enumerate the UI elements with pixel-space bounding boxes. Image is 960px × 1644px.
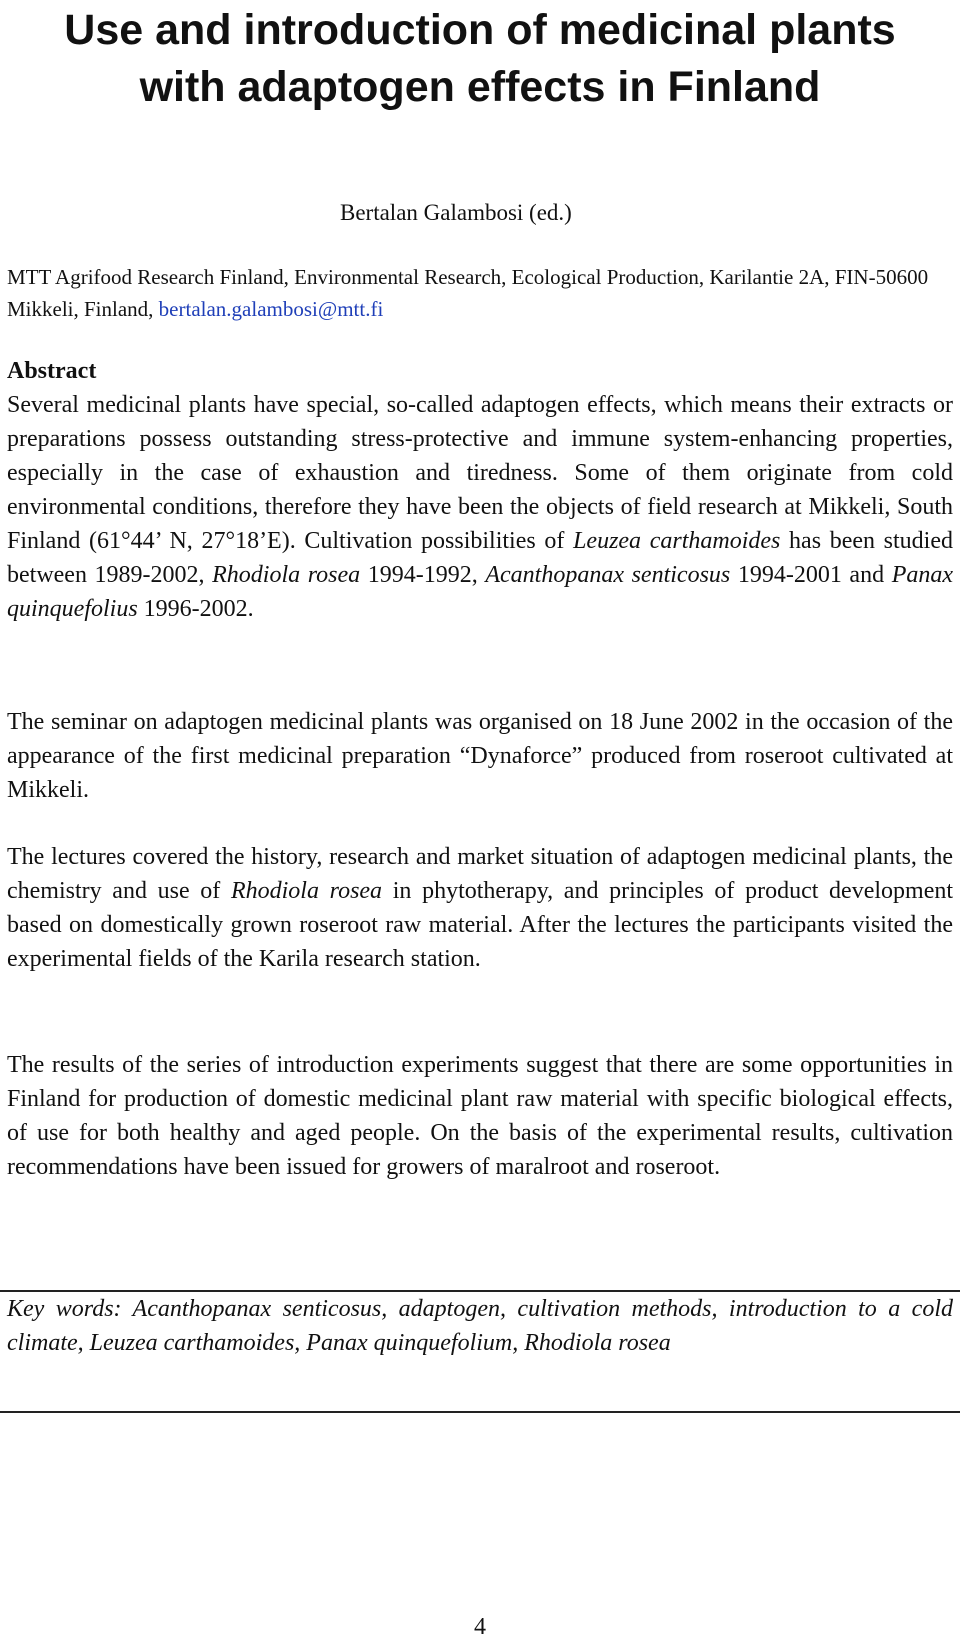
abstract-paragraph-1 — [7, 388, 953, 626]
p1-species-leuzea: Leuzea carthamoides — [573, 528, 781, 554]
p1-text-b: has been studied between 1989-2002, — [7, 528, 954, 588]
document-title: Use and introduction of medicinal plants with adaptogen effects in Finland — [64, 6, 896, 111]
affiliation — [7, 261, 947, 325]
abstract-paragraph-2: The seminar on adaptogen medicinal plants was organised on 18 June 2002 in the occasion of the appearance of the first medicinal preparation “Dynaforce” produced from roseroot cultivated at Mikkeli. — [7, 709, 953, 803]
author-line: Bertalan Galambosi (ed.) — [340, 200, 572, 225]
p1-species-rhodiola: Rhodiola rosea — [212, 562, 361, 588]
p1-text-a: Several medicinal plants have special, so-called adaptogen effects, which means their extracts or preparations possess outstanding stress-protective and immune system-enhancing properties, especially in the case of exhaustion and tiredness. Some of them originate from cold environmental conditions, therefore they have been the objects of field research at Mikkeli, South Finland (61°44’ N, 27°18’E). Cultivation possibilities of — [7, 392, 953, 554]
p1-species-panax: Panax quinquefolius — [7, 562, 953, 622]
p1-text-c: 1994-1992, — [367, 562, 478, 588]
keywords-bottom-rule — [0, 1411, 960, 1413]
p3-text-a: The lectures covered the history, research and market situation of adaptogen medicinal plants, the chemistry and use of — [7, 844, 953, 904]
page-number: 4 — [474, 1614, 486, 1640]
affiliation-text: MTT Agrifood Research Finland, Environmental Research, Ecological Production, Karilantie 2A, FIN-50600 Mikkeli, Finland, — [7, 265, 929, 321]
p1-text-e: 1996-2002. — [143, 596, 254, 622]
keywords: Key words: Acanthopanax senticosus, adaptogen, cultivation methods, introduction to a cold climate, Leuzea carthamoides, Panax quinquefolium, Rhodiola rosea — [7, 1296, 953, 1356]
p3-species-rhodiola: Rhodiola rosea — [230, 878, 383, 904]
email-link[interactable]: bertalan.galambosi@mtt.fi — [158, 297, 384, 321]
abstract-paragraph-4: The results of the series of introduction experiments suggest that there are some opportunities in Finland for production of domestic medicinal plant raw material with specific biological effects, of use for both healthy and aged people. On the basis of the experimental results, cultivation recommendations have been issued for growers of maralroot and roseroot. — [7, 1052, 953, 1180]
abstract-paragraph-3 — [7, 840, 953, 976]
abstract-heading: Abstract — [7, 358, 97, 384]
p1-text-d: 1994-2001 and — [737, 562, 885, 588]
p1-species-acanthopanax: Acanthopanax senticosus — [485, 562, 731, 588]
p3-text-b: in phytotherapy, and principles of product development based on domestically grown roseroot raw material. After the lectures the participants visited the experimental fields of the Karila research station. — [7, 878, 954, 972]
